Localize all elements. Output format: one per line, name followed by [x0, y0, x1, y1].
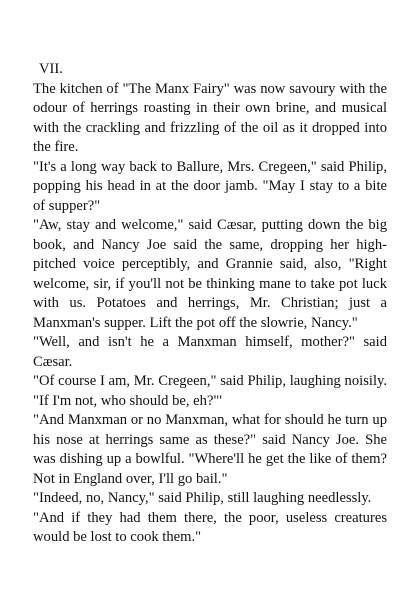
- paragraph-useless-creatures: "And if they had them there, the poor, useless creatures would be lost to cook them.": [33, 509, 387, 545]
- paragraph-philip-indeed: "Indeed, no, Nancy," said Philip, still laughing needlessly.: [33, 490, 372, 506]
- paragraph-nancy-herrings: "And Manxman or no Manxman, what for should he turn up his nose at herrings same as these?" said Nancy Joe. She was dishing up a bowlful. "Where'll he get the like of them? Not in England over, I'll go bail.": [33, 412, 387, 487]
- paragraph-philip-asks: "It's a long way back to Ballure, Mrs. Cregeen," said Philip, popping his head in at the door jamb. "May I stay to a bite of supper?": [33, 158, 387, 214]
- paragraph-philip-laughs: "Of course I am, Mr. Cregeen," said Philip, laughing noisily. "If I'm not, who should be, eh?"': [33, 373, 387, 409]
- chapter-heading: VII.: [39, 61, 63, 77]
- book-page: [33, 60, 387, 548]
- paragraph-caesar-welcome: "Aw, stay and welcome," said Cæsar, putting down the big book, and Nancy Joe said the same, dropping her high-pitched voice perceptibly, and Grannie said, also, "Right welcome, sir, if you'll not be thinking mane to take pot luck with us. Potatoes and herrings, Mr. Christian; just a Manxman's supper. Lift the pot off the slowrie, Nancy.": [33, 217, 387, 331]
- paragraph-caesar-question: "Well, and isn't he a Manxman himself, mother?" said Cæsar.: [33, 334, 387, 370]
- paragraph-kitchen: The kitchen of "The Manx Fairy" was now savoury with the odour of herrings roasting in their own brine, and musical with the crackling and frizzling of the oil as it dropped into the fire.: [33, 80, 387, 155]
